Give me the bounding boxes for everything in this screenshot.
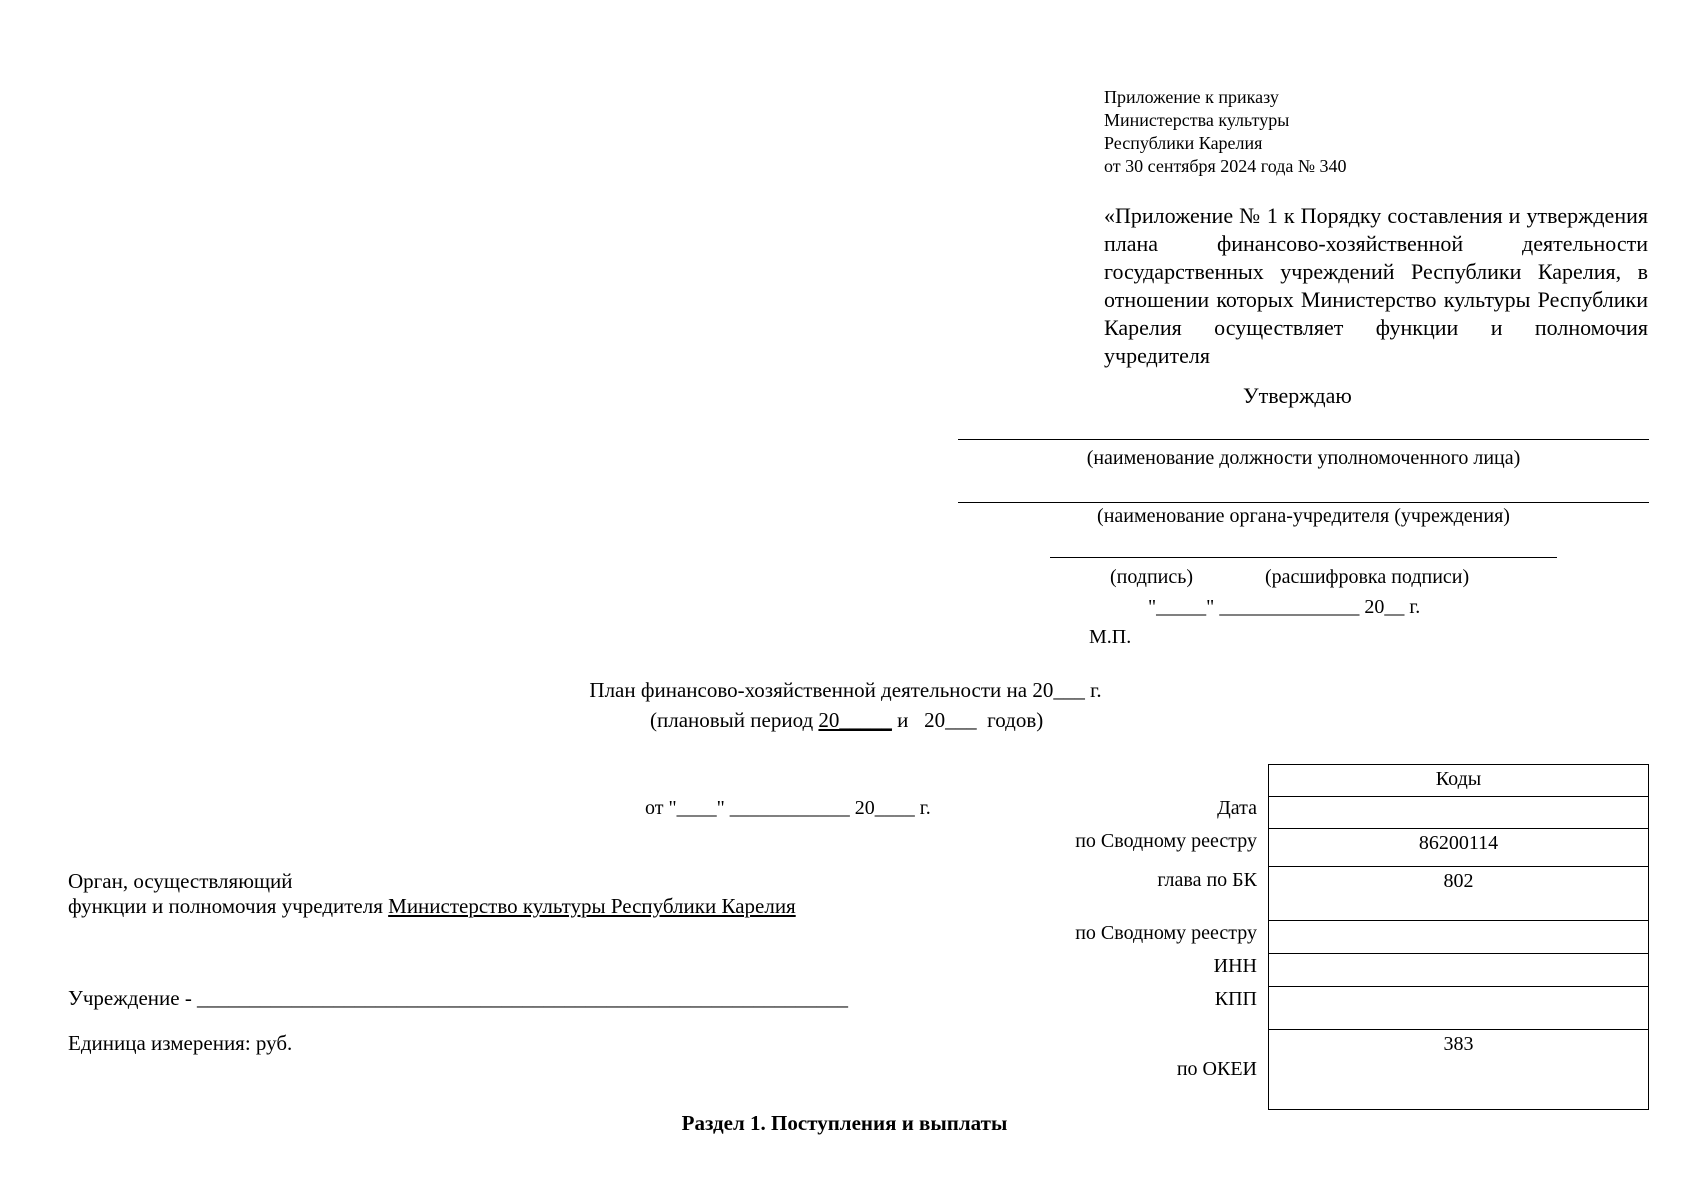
code-row-date [1269,797,1649,829]
order-reference [1104,86,1347,178]
order-line-4: от 30 сентября 2024 года № 340 [1104,156,1347,176]
code-label-date: Дата [1217,797,1257,819]
section-title-text: Раздел 1. Поступления и выплаты [681,1111,1008,1135]
order-line-3: Республики Карелия [1104,133,1263,153]
code-row-registry-1 [1269,829,1649,867]
code-value-kpp [1269,987,1649,1030]
codes-header: Коды [1269,765,1649,797]
seal-place: М.П. [1089,626,1132,648]
founder-label-line-1: Орган, осуществляющий [68,869,293,893]
organ-signature-line [958,502,1649,503]
code-value-registry-1: 86200114 [1269,829,1649,867]
position-caption: (наименование должности уполномоченного лица) [1086,447,1521,469]
code-value-budget-chapter: 802 [1269,867,1649,921]
code-value-okei: 383 [1269,1030,1649,1110]
planning-period-year-2: 20___ [924,708,977,732]
position-signature-line [958,439,1649,440]
approve-label: Утверждаю [1243,383,1352,408]
code-value-registry-2 [1269,921,1649,954]
signature-caption: (подпись) [1110,566,1194,588]
code-label-budget-chapter: глава по БК [1157,869,1257,891]
appendix-paragraph: «Приложение № 1 к Порядку составления и утверждения плана финансово-хозяйственной деятельности государственных учреждений Республики Карелия, в отношении которых Министерство культуры Республики Карелия осуществляет функции и полномочия учредителя [1104,203,1648,368]
code-row-okei [1269,1030,1649,1110]
section-title [0,1111,1697,1136]
code-value-inn [1269,954,1649,987]
codes-header-row [1269,765,1649,797]
unit-of-measure: Единица измерения: руб. [68,1031,293,1055]
order-line-1: Приложение к приказу [1104,87,1279,107]
order-line-2: Министерства культуры [1104,110,1290,130]
code-row-budget-chapter [1269,867,1649,921]
codes-table [1268,764,1649,1110]
planning-period-prefix: (плановый период [650,708,819,732]
code-row-inn [1269,954,1649,987]
plan-title-text: План финансово-хозяйственной деятельности на 20___ г. [589,678,1102,702]
organ-caption: (наименование органа-учредителя (учреждения) [1097,505,1510,527]
decoding-caption: (расшифровка подписи) [1265,566,1470,588]
founder-label-line-2: функции и полномочия учредителя [68,894,389,918]
founder-value: Министерство культуры Республики Карелия [388,894,796,918]
institution-line: Учреждение - ______________________________________________________________ [68,986,849,1010]
planning-period-middle: и [891,708,925,732]
code-label-kpp: КПП [1214,988,1257,1010]
planning-period-year-1: 20_____ [818,708,892,732]
code-row-kpp [1269,987,1649,1030]
plan-date: от "____" ____________ 20____ г. [645,797,931,819]
founder-line-2 [68,894,796,919]
code-label-registry-2: по Сводному реестру [1075,922,1257,944]
code-label-inn: ИНН [1213,955,1257,977]
planning-period [650,708,1043,733]
code-label-registry-1: по Сводному реестру [1075,830,1257,852]
approval-date-line: "_____" ______________ 20__ г. [1148,596,1421,618]
signature-decoding-line [1203,557,1557,558]
signature-line [1050,557,1227,558]
planning-period-suffix: годов) [976,708,1044,732]
code-value-date [1269,797,1649,829]
code-label-okei: по ОКЕИ [1176,1058,1257,1080]
code-row-registry-2 [1269,921,1649,954]
plan-title [0,678,1697,703]
